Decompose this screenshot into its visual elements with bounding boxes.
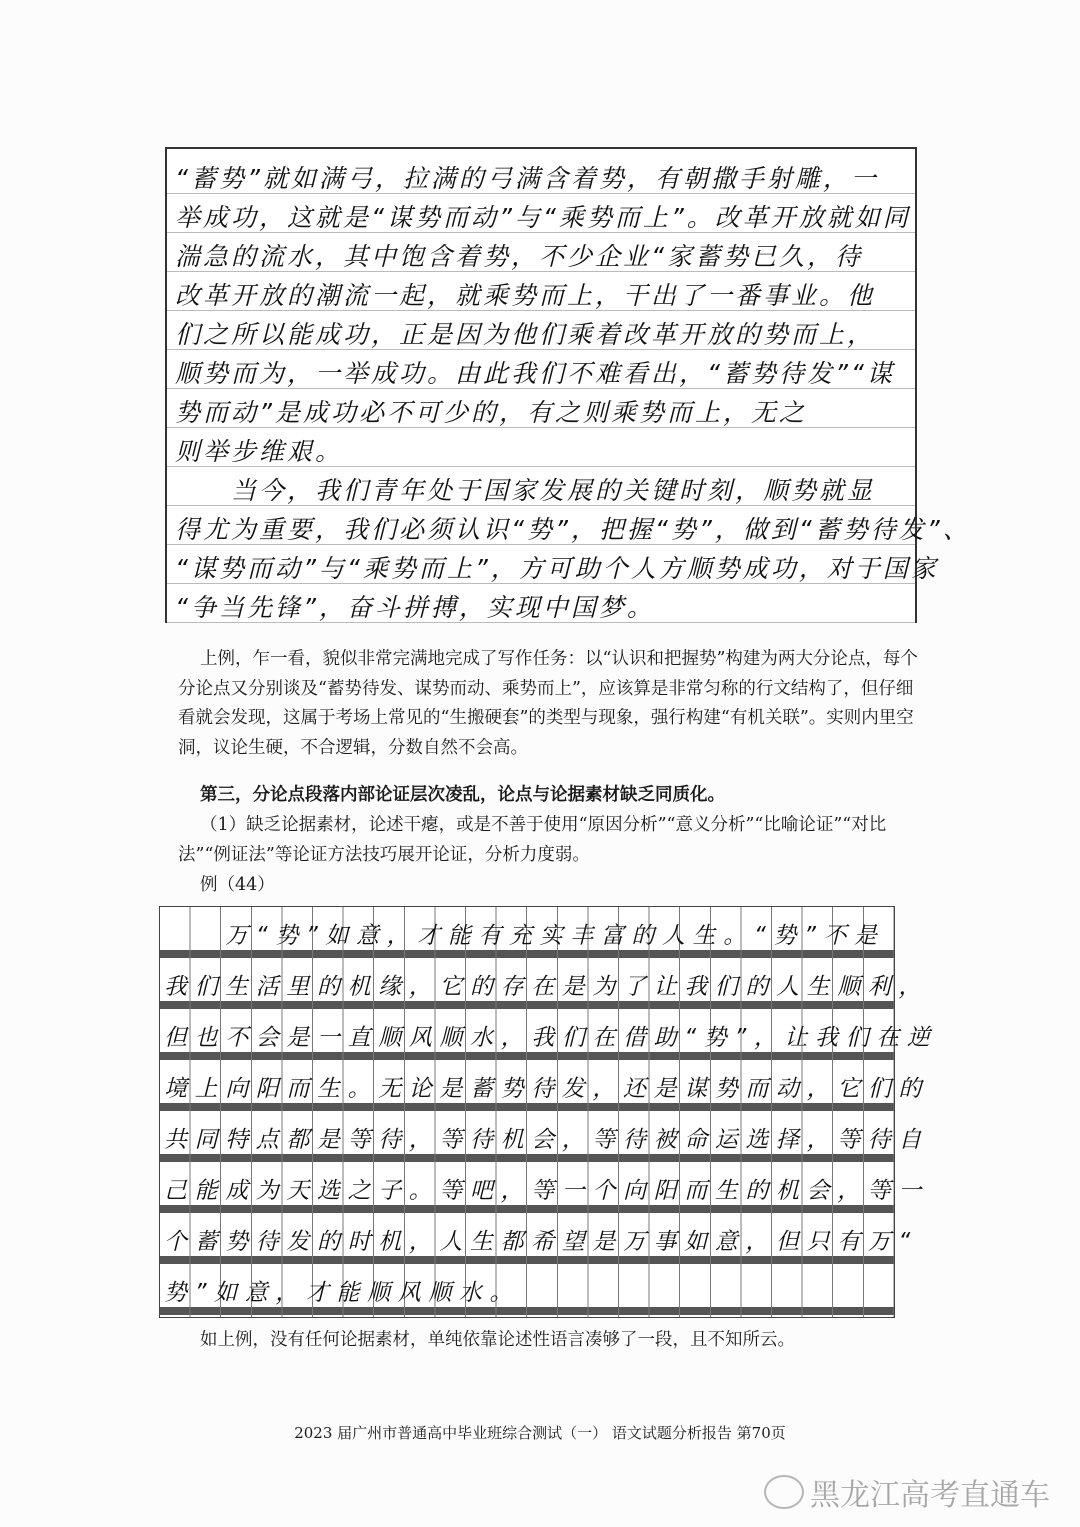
analysis-paragraph-1 <box>178 645 928 763</box>
watermark-text: 黑龙江高考直通车 <box>810 1478 1050 1513</box>
handwritten-line: 举成功，这就是“谋势而动”与“乘势而上”。改革开放就如同 <box>175 203 911 232</box>
handwritten-row: 个蓄势待发的时机，人生都希望是万事如意，但只有万“ <box>164 1229 918 1255</box>
handwritten-row: 但也不会是一直顺风顺水，我们在借助“势”，让我们在逆 <box>164 1025 938 1051</box>
handwritten-line: 当今，我们青年处于国家发展的关键时刻，顺势就显 <box>175 476 876 505</box>
paragraph-text: （1）缺乏论据素材，论述干瘪，或是不善于使用“原因分析”“意义分析”“比喻论证”“对比法”“例证法”等论证方法技巧展开论证，分析力度弱。 <box>178 815 887 865</box>
page-footer: 2023 届广州市普通高中毕业班综合测试（一） 语文试题分析报告 第70页 <box>294 1424 786 1442</box>
label-text: 例（44） <box>200 875 275 895</box>
section-heading <box>178 781 928 811</box>
handwritten-line: “谋势而动”与“乘势而上”，方可助个人方顺势成功，对于国家 <box>175 554 939 583</box>
wechat-icon <box>764 1475 804 1509</box>
handwritten-essay-scan-2 <box>159 906 938 1318</box>
handwritten-row: 势”如意，才能顺风顺水。 <box>164 1280 521 1306</box>
handwritten-line: 得尤为重要，我们必须认识“势”，把握“势”，做到“蓄势待发”、 <box>175 515 971 544</box>
example-label <box>178 871 928 901</box>
handwritten-line: 湍急的流水，其中饱含着势，不少企业“家蓄势已久，待 <box>175 242 863 271</box>
watermark <box>764 1470 1050 1514</box>
handwritten-line: 势而动”是成功必不可少的，有之则乘势而上，无之 <box>175 398 807 427</box>
analysis-paragraph-2 <box>178 811 928 870</box>
analysis-paragraph-3 <box>178 1326 928 1356</box>
handwritten-essay-scan-1 <box>165 147 971 623</box>
handwritten-line: 改革开放的潮流一起，就乘势而上，干出了一番事业。他 <box>175 281 876 310</box>
paragraph-text: 如上例，没有任何论据素材，单纯依靠论述性语言凑够了一段，且不知所云。 <box>200 1330 795 1350</box>
handwritten-row: 我们生活里的机缘，它的存在是为了让我们的人生顺利， <box>164 974 929 1000</box>
handwritten-line: 们之所以能成功，正是因为他们乘着改革开放的势而上， <box>175 320 876 349</box>
handwritten-row: 共同特点都是等待，等待机会，等待被命运选择，等待自 <box>164 1127 929 1153</box>
handwritten-line: 顺势而为，一举成功。由此我们不难看出，“蓄势待发”“谋 <box>175 359 895 388</box>
handwritten-line: “蓄势”就如满弓，拉满的弓满含着势，有朝撒手射雕，一 <box>175 164 879 193</box>
heading-text: 第三，分论点段落内部论证层次凌乱，论点与论据素材缺乏同质化。 <box>200 785 725 805</box>
handwritten-row: 己能成为天选之子。等吧，等一个向阳而生的机会，等一 <box>164 1178 929 1204</box>
paragraph-text: 上例，乍一看，貌似非常完满地完成了写作任务：以“认识和把握势”构建为两大分论点，每个分论点又分别谈及“蓄势待发、谋势而动、乘势而上”，应该算是非常匀称的行文结构了，但仔细看就会发现，这属于考场上常见的“生搬硬套”的类型与现象，强行构建“有机关联”。实则内里空洞，议论生硬，不合逻辑，分数自然不会高。 <box>178 649 918 758</box>
handwritten-row: 万“势”如意，才能有充实丰富的人生。“势”不是 <box>164 923 885 949</box>
handwritten-line: “争当先锋”，奋斗拼搏，实现中国梦。 <box>175 593 655 622</box>
handwritten-line: 则举步维艰。 <box>175 437 344 466</box>
handwritten-row: 境上向阳而生。无论是蓄势待发，还是谋势而动，它们的 <box>164 1076 929 1102</box>
